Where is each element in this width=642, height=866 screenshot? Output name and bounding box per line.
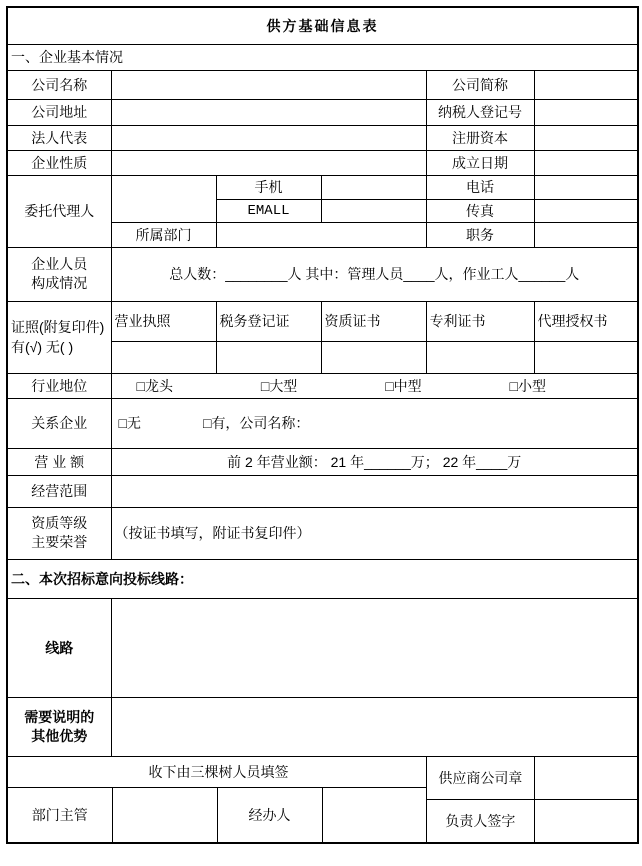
signature-label: 负责人签字 [427, 800, 535, 842]
license-label: 证照(附复印件) 有(√) 无( ) [7, 301, 111, 373]
company-abbr-label: 公司简称 [426, 70, 534, 99]
company-name-label: 公司名称 [7, 70, 111, 99]
company-abbr-field[interactable] [534, 70, 638, 99]
industry-position-label: 行业地位 [7, 373, 111, 398]
license-col-business: 营业执照 [111, 301, 216, 341]
enterprise-nature-field[interactable] [111, 150, 426, 175]
company-name-field[interactable] [111, 70, 426, 99]
route-field[interactable] [111, 598, 638, 697]
email-field[interactable] [321, 199, 426, 222]
related-company-options [115, 413, 635, 433]
signature-field[interactable] [535, 800, 637, 842]
department-field[interactable] [216, 222, 426, 247]
agent-label: 委托代理人 [7, 175, 111, 247]
registered-capital-field[interactable] [534, 125, 638, 150]
industry-option-large[interactable]: □大型 [260, 377, 298, 394]
checkbox-icon[interactable]: □ [118, 415, 127, 431]
supplier-seal-label: 供应商公司章 [427, 757, 535, 800]
agent-name-field[interactable] [111, 175, 216, 222]
phone-field[interactable] [534, 175, 638, 199]
dept-head-label: 部门主管 [8, 788, 112, 842]
other-advantages-field[interactable] [111, 697, 638, 756]
handler-label: 经办人 [217, 788, 322, 842]
checkbox-icon[interactable]: □ [385, 377, 394, 394]
checkbox-icon[interactable]: □ [136, 377, 145, 394]
other-advantages-label: 需要说明的 其他优势 [7, 697, 111, 756]
supplier-sign-table [427, 757, 638, 842]
license-col-agency: 代理授权书 [534, 301, 638, 341]
supplier-info-form [6, 6, 639, 844]
email-label: EMALL [216, 199, 321, 222]
form-title: 供方基础信息表 [7, 7, 638, 44]
industry-options [115, 376, 635, 396]
section2-header: 二、本次招标意向投标线路： [7, 559, 638, 598]
qualification-field[interactable]: （按证书填写，附证书复印件） [111, 507, 638, 559]
mobile-field[interactable] [321, 175, 426, 199]
license-agency-field[interactable] [534, 341, 638, 373]
position-label: 职务 [426, 222, 534, 247]
qualification-label: 资质等级 主要荣誉 [7, 507, 111, 559]
revenue-field[interactable]: 前 2 年营业额： 21 年______万； 22 年____万 [111, 448, 638, 475]
checkbox-icon[interactable]: □ [260, 377, 270, 394]
business-scope-field[interactable] [111, 475, 638, 507]
supplier-sign-block [426, 756, 638, 843]
license-tax-field[interactable] [216, 341, 321, 373]
fax-label: 传真 [426, 199, 534, 222]
license-col-qualification: 资质证书 [321, 301, 426, 341]
related-option-none[interactable]: □无 [118, 415, 141, 431]
route-label: 线路 [7, 598, 111, 697]
established-date-field[interactable] [534, 150, 638, 175]
license-business-field[interactable] [111, 341, 216, 373]
checkbox-icon[interactable]: □ [202, 415, 212, 431]
dept-head-signature-field[interactable] [112, 788, 217, 842]
taxpayer-id-label: 纳税人登记号 [426, 99, 534, 125]
industry-option-small[interactable]: □小型 [509, 377, 546, 394]
established-date-label: 成立日期 [426, 150, 534, 175]
related-option-have[interactable]: □有，公司名称： [202, 415, 310, 431]
internal-fill-block [7, 756, 426, 843]
revenue-label: 营 业 额 [7, 448, 111, 475]
industry-option-medium[interactable]: □中型 [385, 377, 422, 394]
handler-signature-field[interactable] [322, 788, 426, 842]
supplier-seal-field[interactable] [535, 757, 637, 800]
department-label: 所属部门 [111, 222, 216, 247]
taxpayer-id-field[interactable] [534, 99, 638, 125]
license-col-patent: 专利证书 [426, 301, 534, 341]
legal-rep-field[interactable] [111, 125, 426, 150]
checkbox-icon[interactable]: □ [509, 377, 518, 394]
fax-field[interactable] [534, 199, 638, 222]
legal-rep-label: 法人代表 [7, 125, 111, 150]
license-patent-field[interactable] [426, 341, 534, 373]
internal-fill-table [8, 757, 426, 842]
section1-header: 一、企业基本情况 [7, 44, 638, 70]
phone-label: 电话 [426, 175, 534, 199]
mobile-label: 手机 [216, 175, 321, 199]
company-address-label: 公司地址 [7, 99, 111, 125]
position-field[interactable] [534, 222, 638, 247]
business-scope-label: 经营范围 [7, 475, 111, 507]
registered-capital-label: 注册资本 [426, 125, 534, 150]
personnel-composition-field[interactable]: 总人数：________人 其中：管理人员____人，作业工人______人 [111, 247, 638, 301]
related-company-label: 关系企业 [7, 398, 111, 448]
license-qualification-field[interactable] [321, 341, 426, 373]
industry-option-leader[interactable]: □龙头 [136, 377, 173, 394]
personnel-label: 企业人员 构成情况 [7, 247, 111, 301]
license-col-tax: 税务登记证 [216, 301, 321, 341]
fill-note: 收下由三棵树人员填签 [8, 757, 426, 788]
company-address-field[interactable] [111, 99, 426, 125]
enterprise-nature-label: 企业性质 [7, 150, 111, 175]
